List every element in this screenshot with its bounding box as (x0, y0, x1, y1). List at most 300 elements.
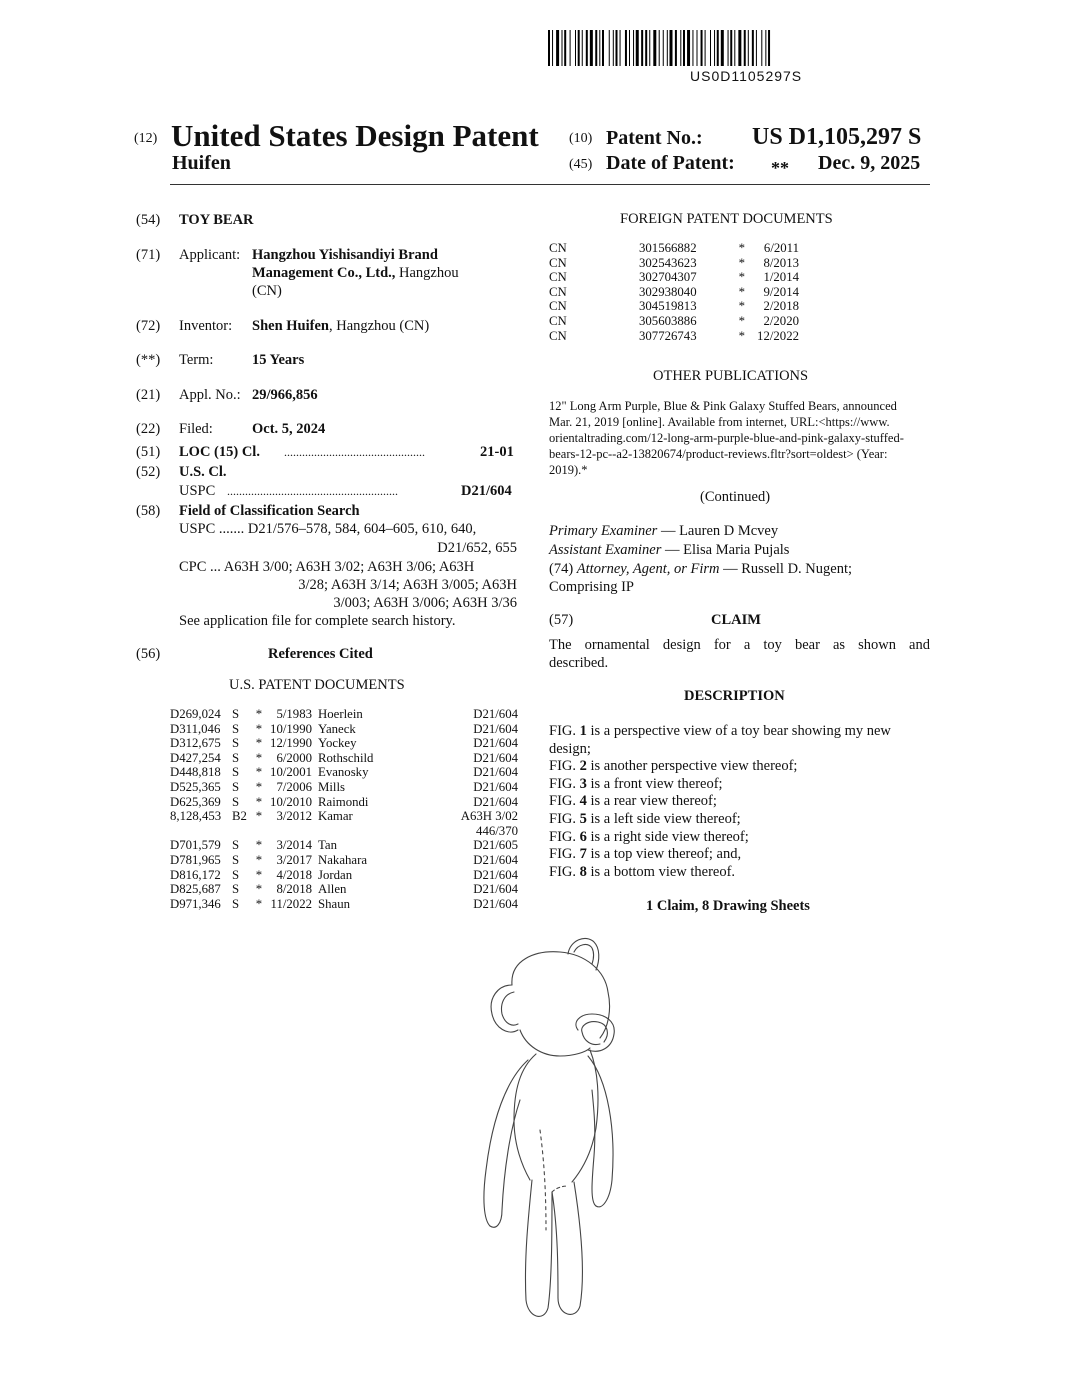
code-52: (52) (136, 464, 161, 480)
primary-examiner (549, 522, 778, 540)
barcode-bar (625, 30, 627, 66)
title-of-design: TOY BEAR (179, 212, 254, 228)
other-pub-line: 2019).* (549, 463, 588, 477)
ref-class: D21/605 (473, 838, 518, 853)
table-row (170, 780, 518, 795)
ref-kind: S (232, 736, 240, 751)
ref-kind: S (232, 896, 240, 911)
code-71: (71) (136, 247, 161, 263)
foreign-number: 302543623 (639, 255, 697, 270)
barcode-bar (599, 30, 600, 66)
description-line (549, 792, 930, 810)
barcode-bar (675, 30, 677, 66)
table-row (170, 795, 518, 810)
applicant-line2 (252, 264, 459, 282)
description-line (549, 775, 930, 793)
fig-description: is a bottom view thereof. (586, 863, 736, 880)
ref-class: D21/604 (473, 896, 518, 911)
ref-name: Evanosky (318, 765, 369, 780)
uspc-label: USPC (179, 483, 216, 499)
barcode-bar (680, 30, 681, 66)
fig-number: 6 (579, 828, 587, 845)
ref-number: D311,046 (170, 721, 221, 736)
table-row (549, 299, 799, 314)
foreign-date: 9/2014 (763, 284, 799, 299)
ref-star: * (255, 721, 263, 736)
foreign-country: CN (549, 270, 567, 285)
barcode-bar (697, 30, 698, 66)
uspc-value: D21/604 (461, 483, 512, 499)
ref-date: 3/2014 (276, 838, 312, 853)
fig-number: 3 (579, 775, 587, 792)
foreign-number: 305603886 (639, 313, 697, 328)
barcode-bar (609, 30, 610, 66)
fig-number: 8 (579, 863, 587, 880)
ref-number: D701,579 (170, 838, 221, 853)
foreign-number: 307726743 (639, 328, 697, 343)
fig-description: is a front view thereof; (586, 775, 723, 792)
ref-class: D21/604 (473, 779, 518, 794)
barcode-bar (578, 30, 580, 66)
ref-class: D21/604 (473, 750, 518, 765)
fig-prefix: FIG. (549, 723, 580, 739)
ref-star: * (255, 852, 263, 867)
applicant-line3: (CN) (252, 283, 282, 299)
code-45: (45) (569, 157, 593, 172)
toy-bear-drawing (440, 930, 640, 1330)
barcode-bar (714, 30, 715, 66)
code-21: (21) (136, 387, 161, 403)
patent-no-label: Patent No.: (606, 127, 703, 149)
ref-kind: S (232, 882, 240, 897)
ref-kind: S (232, 779, 240, 794)
table-row (170, 897, 518, 912)
barcode-bar (765, 30, 766, 66)
fig-prefix: FIG. (549, 758, 580, 775)
ref-star: * (255, 809, 263, 824)
foreign-star: * (738, 241, 745, 255)
other-pub-line: 12" Long Arm Purple, Blue & Pink Galaxy Stuffed Bears, announced (549, 399, 897, 413)
barcode-bar (641, 30, 643, 66)
code-22: (22) (136, 421, 161, 437)
ref-class: D21/604 (473, 794, 518, 809)
barcode-bar (705, 30, 706, 66)
ref-name: Hoerlein (318, 707, 363, 721)
foreign-date: 2/2018 (763, 299, 799, 314)
ref-name: Mills (318, 779, 346, 794)
filed-label: Filed: (179, 421, 213, 437)
ref-kind: S (232, 867, 240, 882)
inventor-surname: Huifen (172, 152, 231, 174)
applicant-company: Management Co., Ltd., (252, 265, 396, 281)
barcode-number: US0D1105297S (690, 68, 803, 84)
foreign-star: * (738, 270, 745, 285)
table-row (170, 809, 518, 824)
continued-note: (Continued) (700, 489, 771, 505)
ref-number (170, 824, 232, 839)
barcode-bar (562, 30, 563, 66)
barcode-bar (649, 30, 650, 66)
ref-star: * (255, 838, 263, 853)
patent-date: Dec. 9, 2025 (818, 152, 921, 174)
table-row (549, 329, 799, 344)
ref-name: Raimondi (318, 794, 369, 809)
barcode-bar (564, 30, 566, 66)
ref-number: D971,346 (170, 896, 221, 911)
fig-prefix: FIG. (549, 810, 580, 827)
ref-class: D21/604 (473, 707, 518, 721)
fig-prefix: FIG. (549, 793, 580, 810)
filed-value: Oct. 5, 2024 (252, 421, 326, 437)
ref-name: Nakahara (318, 852, 368, 867)
foreign-date: 2/2020 (763, 313, 799, 328)
ref-star: * (255, 707, 263, 721)
appl-no-label: Appl. No.: (179, 387, 241, 403)
description-line (549, 740, 930, 758)
field-search-line: 3/003; A63H 3/006; A63H 3/36 (333, 595, 517, 611)
foreign-country: CN (549, 328, 567, 343)
barcode-bar (730, 30, 732, 66)
barcode-bar (687, 30, 690, 66)
ref-date: 7/2006 (276, 779, 312, 794)
assistant-examiner-label: Assistant Examiner (549, 542, 662, 558)
references-cited-label: References Cited (268, 646, 373, 662)
barcode-bar (629, 30, 630, 66)
barcode-bar (670, 30, 673, 66)
code-58: (58) (136, 503, 161, 519)
barcode (548, 30, 930, 66)
code-72: (72) (136, 318, 161, 334)
primary-examiner-name: — Lauren D Mcvey (657, 523, 779, 539)
claim-line: described. (549, 655, 609, 671)
ref-number: D312,675 (170, 736, 221, 751)
barcode-bar (582, 30, 583, 66)
foreign-country: CN (549, 313, 567, 328)
ref-class: D21/604 (473, 765, 518, 780)
ref-kind: S (232, 852, 240, 867)
foreign-star: * (738, 255, 745, 270)
barcode-bar (752, 30, 754, 66)
fig-prefix: design; (549, 740, 591, 757)
code-10: (10) (569, 131, 593, 146)
ref-date: 3/2017 (276, 852, 312, 867)
barcode-bar (663, 30, 664, 66)
barcode-bar (756, 30, 757, 66)
table-row (170, 707, 518, 722)
table-row (170, 882, 518, 897)
fig-number: 5 (579, 810, 587, 827)
ref-number: D625,369 (170, 794, 221, 809)
foreign-star: * (738, 284, 745, 299)
ref-date: 4/2018 (276, 867, 312, 882)
code-12: (12) (134, 131, 158, 146)
barcode-bar (602, 30, 604, 66)
fig-description: is a left side view thereof; (586, 810, 741, 827)
claims-sheets: 1 Claim, 8 Drawing Sheets (646, 898, 810, 914)
ref-name: Kamar (318, 809, 353, 824)
us-cl-label: U.S. Cl. (179, 464, 227, 480)
ref-date: 12/1990 (270, 736, 312, 751)
inventor-line (252, 317, 429, 335)
applicant-city: Hangzhou (395, 265, 459, 281)
table-row (170, 868, 518, 883)
foreign-number: 302938040 (639, 284, 697, 299)
ref-class: D21/604 (473, 852, 518, 867)
ref-number: D269,024 (170, 707, 221, 721)
code-51: (51) (136, 444, 161, 460)
ref-star: * (255, 896, 263, 911)
foreign-number: 302704307 (639, 270, 697, 285)
term-label: Term: (179, 352, 214, 368)
fig-number: 4 (579, 793, 587, 810)
barcode-bar (575, 30, 576, 66)
fig-number: 1 (579, 723, 587, 739)
ref-number: D448,818 (170, 765, 221, 780)
code-57: (57) (549, 612, 574, 628)
attorney-label: Attorney, Agent, or Firm (576, 561, 720, 577)
description-line (549, 810, 930, 828)
date-label: Date of Patent: (606, 152, 735, 174)
table-row (170, 765, 518, 780)
loc-label: LOC (15) Cl. (179, 444, 260, 460)
ref-date: 10/2010 (270, 794, 312, 809)
loc-value: 21-01 (480, 444, 514, 460)
field-search-line: USPC ....... D21/576–578, 584, 604–605, 610, 640, (179, 521, 477, 537)
us-references-table (170, 707, 518, 911)
table-row (549, 270, 799, 285)
fig-prefix: FIG. (549, 863, 580, 880)
inventor-label: Inventor: (179, 318, 233, 334)
ref-kind: S (232, 721, 240, 736)
claim-line: The ornamental design for a toy bear as shown and (549, 637, 930, 653)
ref-star: * (255, 867, 263, 882)
term-value: 15 Years (252, 352, 305, 368)
table-row (170, 751, 518, 766)
table-row (549, 256, 799, 271)
ref-date: 6/2000 (276, 750, 312, 765)
ref-kind: S (232, 794, 240, 809)
primary-examiner-label: Primary Examiner (549, 523, 658, 539)
us-patent-docs-head: U.S. PATENT DOCUMENTS (229, 677, 405, 693)
barcode-bar (728, 30, 729, 66)
code-74: (74) (549, 561, 574, 577)
description-line (549, 863, 930, 881)
description-list (549, 722, 930, 880)
fig-description: is a top view thereof; and, (586, 846, 742, 863)
ref-class: D21/604 (473, 736, 518, 751)
ref-name: Yaneck (318, 721, 356, 736)
ref-date: 10/1990 (270, 721, 312, 736)
ref-class: D21/604 (473, 882, 518, 897)
ref-star: * (255, 779, 263, 794)
foreign-country: CN (549, 299, 567, 314)
ref-name: Tan (318, 838, 338, 853)
barcode-bar (692, 30, 693, 66)
fig-prefix: FIG. (549, 828, 580, 845)
ref-class: 446/370 (476, 823, 518, 838)
ref-star: * (255, 882, 263, 897)
fig-description: is another perspective view thereof; (586, 758, 798, 775)
barcode-bar (613, 30, 614, 66)
foreign-date: 8/2013 (763, 255, 799, 270)
barcode-bar (636, 30, 639, 66)
foreign-star: * (738, 299, 745, 314)
foreign-date: 12/2022 (757, 328, 799, 343)
foreign-country: CN (549, 241, 567, 255)
ref-number: D816,172 (170, 867, 221, 882)
fig-number: 7 (579, 846, 587, 863)
ref-name (318, 824, 438, 839)
barcode-bar (768, 30, 770, 66)
foreign-date: 1/2014 (763, 270, 799, 285)
barcode-bar (586, 30, 588, 66)
ref-class: D21/604 (473, 721, 518, 736)
loc-dots: ............................................... (284, 445, 425, 459)
field-search-line: 3/28; A63H 3/14; A63H 3/005; A63H (298, 577, 517, 593)
barcode-bar (548, 30, 550, 66)
ref-class: A63H 3/02 (460, 809, 518, 824)
barcode-bar (667, 30, 668, 66)
description-line (549, 722, 930, 740)
barcode-bar (595, 30, 597, 66)
ref-date: 5/1983 (276, 707, 312, 721)
header-rule (170, 184, 930, 185)
barcode-bar (710, 30, 711, 66)
attorney-name: — Russell D. Nugent; (719, 561, 853, 577)
field-search-line: D21/652, 655 (437, 540, 517, 556)
foreign-docs-head: FOREIGN PATENT DOCUMENTS (620, 211, 833, 227)
other-pubs-head: OTHER PUBLICATIONS (653, 368, 809, 384)
table-row (549, 285, 799, 300)
code-56: (56) (136, 646, 161, 662)
barcode-bar (738, 30, 741, 66)
barcode-bar (633, 30, 634, 66)
table-row (170, 722, 518, 737)
ref-date: 11/2022 (270, 896, 312, 911)
ref-number: D427,254 (170, 750, 221, 765)
ref-date (266, 824, 318, 839)
barcode-bar (552, 30, 553, 66)
barcode-bar (748, 30, 749, 66)
ref-date: 10/2001 (270, 765, 312, 780)
fig-description: is a rear view thereof; (586, 793, 717, 810)
table-row (170, 853, 518, 868)
code-term: (**) (136, 352, 161, 368)
table-row (170, 838, 518, 853)
field-search-line: See application file for complete search history. (179, 613, 456, 629)
barcode-bar (556, 30, 559, 66)
ref-kind: S (232, 838, 240, 853)
field-search-line: CPC ... A63H 3/00; A63H 3/02; A63H 3/06; A63H (179, 559, 475, 575)
barcode-bar (717, 30, 719, 66)
foreign-number: 301566882 (639, 241, 697, 255)
barcode-bar (721, 30, 724, 66)
barcode-bar (620, 30, 621, 66)
foreign-star: * (738, 328, 745, 343)
barcode-bar (659, 30, 660, 66)
ref-number: D825,687 (170, 882, 221, 897)
other-pub-line: bears-12-pc--a2-13820674/product-reviews.fltr?sort=oldest> (Year: (549, 447, 888, 461)
fig-prefix: FIG. (549, 775, 580, 792)
table-row (170, 736, 518, 751)
assistant-examiner (549, 541, 789, 559)
description-line (549, 828, 930, 846)
attorney (549, 560, 852, 578)
ref-name: Rothschild (318, 750, 374, 765)
fig-description: is a perspective view of a toy bear showing my new (586, 723, 891, 739)
assistant-examiner-name: — Elisa Maria Pujals (661, 542, 790, 558)
barcode-bar (570, 30, 571, 66)
foreign-date: 6/2011 (763, 241, 799, 255)
ref-star (252, 824, 266, 839)
ref-star: * (255, 794, 263, 809)
ref-number: 8,128,453 (170, 809, 222, 824)
barcode-bar (683, 30, 685, 66)
barcode-bar (744, 30, 746, 66)
barcode-bar (653, 30, 656, 66)
description-line (549, 845, 930, 863)
code-54: (54) (136, 212, 161, 228)
ref-date: 3/2012 (276, 809, 312, 824)
inventor-location: , Hangzhou (CN) (328, 318, 430, 334)
ref-number: D781,965 (170, 852, 221, 867)
fig-description: is a right side view thereof; (586, 828, 749, 845)
ref-kind: S (232, 707, 240, 721)
ref-name: Jordan (318, 867, 353, 882)
ref-kind (232, 824, 252, 839)
barcode-bar (645, 30, 647, 66)
ref-class: D21/604 (473, 867, 518, 882)
foreign-references-table (549, 241, 799, 343)
field-search-label: Field of Classification Search (179, 503, 360, 519)
foreign-star: * (738, 313, 745, 328)
ref-star: * (255, 750, 263, 765)
other-publication (549, 398, 930, 478)
ref-star: * (255, 736, 263, 751)
applicant-label: Applicant: (179, 247, 241, 263)
barcode-bar (761, 30, 762, 66)
other-pub-line: Mar. 21, 2019 [online]. Available from internet, URL:<https://www. (549, 415, 890, 429)
barcode-bar (734, 30, 735, 66)
barcode-bar (590, 30, 593, 66)
appl-no-value: 29/966,856 (252, 387, 318, 403)
inventor-name: Shen Huifen (252, 318, 329, 334)
fig-number: 2 (579, 758, 587, 775)
claim-head: CLAIM (711, 612, 761, 628)
barcode-bar (616, 30, 618, 66)
ref-name: Yockey (318, 736, 357, 751)
ref-name: Allen (318, 882, 347, 897)
fig-prefix: FIG. (549, 846, 580, 863)
foreign-number: 304519813 (639, 299, 697, 314)
document-title: United States Design Patent (171, 118, 539, 153)
description-head: DESCRIPTION (684, 688, 785, 704)
description-line (549, 757, 930, 775)
ref-kind: B2 (232, 809, 247, 824)
uspc-dots: ......................................................... (227, 484, 398, 498)
barcode-bar (701, 30, 703, 66)
date-mark: ** (771, 158, 789, 178)
ref-kind: S (232, 750, 240, 765)
ref-star: * (255, 765, 263, 780)
applicant-line1: Hangzhou Yishisandiyi Brand (252, 247, 438, 263)
ref-name: Shaun (318, 896, 350, 911)
patent-number: US D1,105,297 S (752, 124, 922, 150)
attorney-firm: Comprising IP (549, 579, 634, 595)
ref-kind: S (232, 765, 240, 780)
foreign-country: CN (549, 255, 567, 270)
table-row (549, 314, 799, 329)
